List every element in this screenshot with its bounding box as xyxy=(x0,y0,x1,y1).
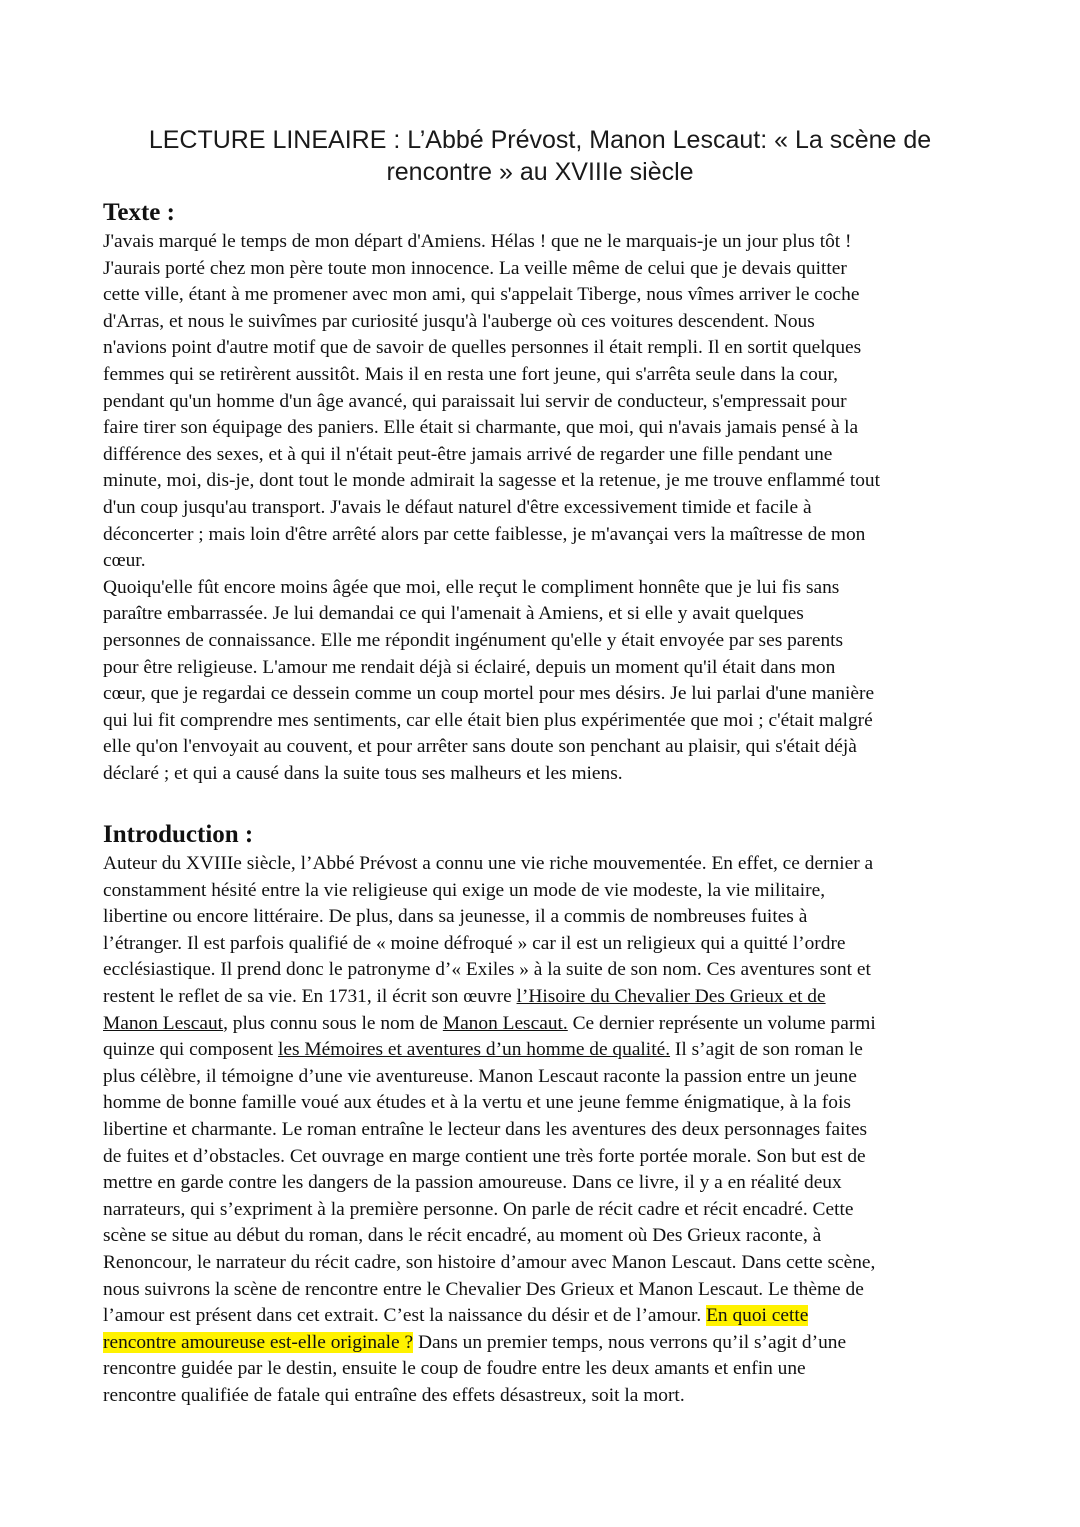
introduction-paragraph xyxy=(103,851,983,1409)
passage-line: déconcerter ; mais loin d'être arrêté alors par cette faiblesse, je m'avançai vers la maîtresse de mon xyxy=(103,523,866,545)
book-title-underlined: les Mémoires et aventures d’un homme de qualité. xyxy=(278,1039,671,1061)
text-line: de fuites et d’obstacles. Cet ouvrage en marge contient une très forte portée morale. Son but est de xyxy=(103,1145,866,1167)
title-line-1: LECTURE LINEAIRE : L’Abbé Prévost, Manon Lescaut: « La scène de xyxy=(148,126,932,154)
text-line: narrateurs, qui s’expriment à la première personne. On parle de récit cadre et récit encadré. Cette xyxy=(103,1198,854,1220)
text-segment: l’amour est présent dans cet extrait. C’est la naissance du désir et de l’amour. xyxy=(103,1305,707,1327)
text-line: rencontre guidée par le destin, ensuite le coup de foudre entre les deux amants et enfin une xyxy=(103,1358,806,1380)
book-title-underlined: Manon Lescaut xyxy=(103,1012,224,1034)
text-line xyxy=(103,984,983,1011)
passage-line: n'avions point d'autre motif que de savoir de quelles personnes il était rempli. Il en sortit quelques xyxy=(103,337,862,359)
passage-line: J'avais marqué le temps de mon départ d'Amiens. Hélas ! que ne le marquais-je un jour plus tôt ! xyxy=(103,231,852,252)
passage-line: minute, moi, dis-je, dont tout le monde admirait la sagesse et la retenue, je me trouve enflammé tout xyxy=(103,470,881,492)
text-line: scène se situe au début du roman, dans le récit encadré, au moment où Des Grieux raconte, à xyxy=(103,1225,822,1247)
text-line: rencontre qualifiée de fatale qui entraîne des effets désastreux, soit la mort. xyxy=(103,1384,685,1406)
text-segment: restent le reflet de sa vie. En 1731, il écrit son œuvre xyxy=(103,985,517,1007)
text-line xyxy=(103,1303,983,1330)
passage-line: d'un coup jusqu'au transport. J'avais le défaut naturel d'être excessivement timide et facile à xyxy=(103,496,812,518)
passage-line: cette ville, étant à me promener avec mon ami, qui s'appelait Tiberge, nous vîmes arriver le coche xyxy=(103,284,860,306)
title-line-2: rencontre » au XVIIIe siècle xyxy=(386,158,694,186)
passage-line: d'Arras, et nous le suivîmes par curiosité jusqu'à l'auberge où ces voitures descendent. Nous xyxy=(103,310,815,332)
text-line xyxy=(103,1330,983,1357)
text-line: plus célèbre, il témoigne d’une vie aventureuse. Manon Lescaut raconte la passion entre un jeune xyxy=(103,1065,857,1087)
passage-line: cœur, que je regardai ce dessein comme un coup mortel pour mes désirs. Je lui parlai d'une manière xyxy=(103,683,875,705)
passage-line: pour être religieuse. L'amour me rendait déjà si éclairé, depuis un moment qu'il était dans mon xyxy=(103,656,836,678)
texte-passage xyxy=(103,229,983,787)
text-line: constamment hésité entre la vie religieuse qui exige un mode de vie modeste, la vie militaire, xyxy=(103,879,826,901)
passage-line: Quoiqu'elle fût encore moins âgée que moi, elle reçut le compliment honnête que je lui fis sans xyxy=(103,576,840,598)
passage-line: elle qu'on l'envoyait au couvent, et pour arrêter sans doute son penchant au plaisir, qui s'était déjà xyxy=(103,736,857,758)
texte-heading: Texte : xyxy=(103,199,175,226)
text-line: mettre en garde contre les dangers de la passion amoureuse. Dans ce livre, il y a en réalité deux xyxy=(103,1172,842,1194)
text-segment: Ce dernier représente un volume parmi xyxy=(567,1012,876,1034)
text-segment: Il s’agit de son roman le xyxy=(670,1039,863,1061)
text-line: Auteur du XVIIIe siècle, l’Abbé Prévost a connu une vie riche mouvementée. En effet, ce dernier a xyxy=(103,853,874,874)
passage-line: différence des sexes, et à qui il n'était peut-être jamais arrivé de regarder une fille pendant une xyxy=(103,443,833,465)
book-title-underlined: Manon Lescaut. xyxy=(442,1012,568,1034)
passage-line: faire tirer son équipage des paniers. Elle était si charmante, que moi, qui n'avais jamais pensé à la xyxy=(103,417,859,439)
highlighted-problematic: rencontre amoureuse est-elle originale ? xyxy=(103,1331,414,1353)
text-segment: quinze qui composent xyxy=(103,1039,279,1061)
book-title-underlined: l’Hisoire du Chevalier Des Grieux et de xyxy=(516,985,826,1007)
text-line xyxy=(103,1011,983,1038)
passage-line: personnes de connaissance. Elle me répondit ingénument qu'elle y était envoyée par ses parents xyxy=(103,629,844,651)
page-title xyxy=(100,124,980,188)
text-line xyxy=(103,1037,983,1064)
passage-line: qui lui fit comprendre mes sentiments, car elle était bien plus expérimentée que moi ; c'était malgré xyxy=(103,709,873,731)
introduction-heading: Introduction : xyxy=(103,821,254,848)
text-segment: Dans un premier temps, nous verrons qu’il s’agit d’une xyxy=(413,1331,847,1353)
text-line: libertine ou encore littéraire. De plus, dans sa jeunesse, il a commis de nombreuses fuites à xyxy=(103,906,808,928)
text-line: Renoncour, le narrateur du récit cadre, son histoire d’amour avec Manon Lescaut. Dans cette scène, xyxy=(103,1251,876,1273)
passage-line: femmes qui se retirèrent aussitôt. Mais il en resta une fort jeune, qui s'arrêta seule dans la cour, xyxy=(103,363,839,385)
passage-line: cœur. xyxy=(103,550,146,572)
text-line: nous suivrons la scène de rencontre entre le Chevalier Des Grieux et Manon Lescaut. Le thème de xyxy=(103,1278,864,1300)
passage-line: paraître embarrassée. Je lui demandai ce qui l'amenait à Amiens, et si elle y avait quelques xyxy=(103,603,804,625)
highlighted-problematic: En quoi cette xyxy=(706,1305,809,1327)
passage-line: J'aurais porté chez mon père toute mon innocence. La veille même de celui que je devais quitter xyxy=(103,257,847,279)
text-line: libertine et charmante. Le roman entraîne le lecteur dans les aventures des deux personnages faites xyxy=(103,1118,867,1140)
text-line: homme de bonne famille voué aux études et à la vertu et une jeune femme énigmatique, à la fois xyxy=(103,1092,851,1114)
text-line: ecclésiastique. Il prend donc le patronyme d’« Exiles » à la suite de son nom. Ces aventures sont et xyxy=(103,959,871,981)
text-line: l’étranger. Il est parfois qualifié de « moine défroqué » car il est un religieux qui a quitté l’ordre xyxy=(103,932,846,954)
passage-line: déclaré ; et qui a causé dans la suite tous ses malheurs et les miens. xyxy=(103,762,623,784)
passage-line: pendant qu'un homme d'un âge avancé, qui paraissait lui servir de conducteur, s'empressait pour xyxy=(103,390,847,412)
text-segment: , plus connu sous le nom de xyxy=(223,1012,443,1034)
